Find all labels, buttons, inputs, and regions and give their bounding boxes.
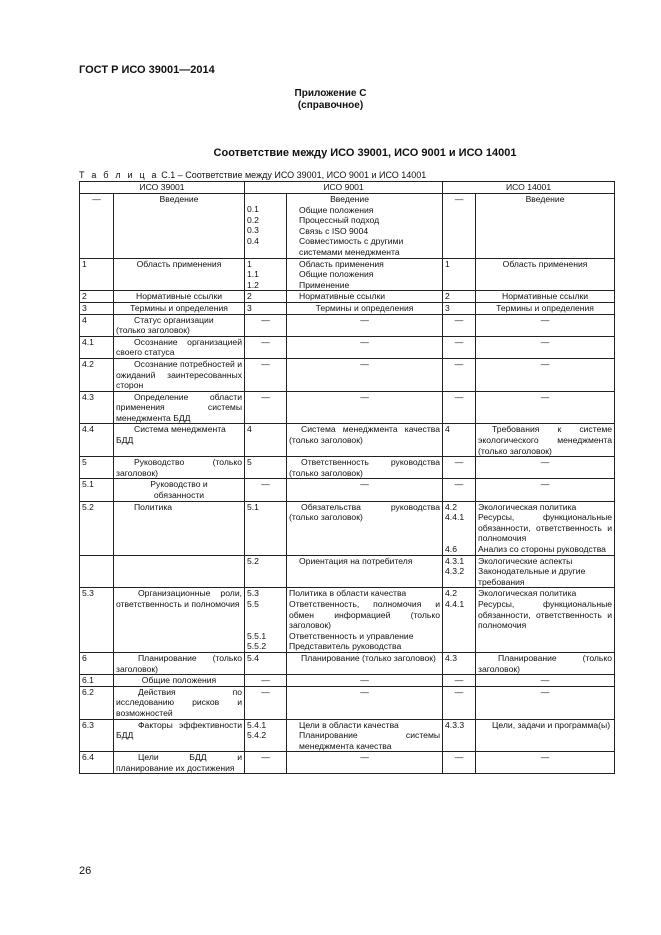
cell-9001-text: —: [287, 358, 443, 391]
cell-14001-text: —: [476, 752, 615, 774]
cell-9001-num: 5.4.1 5.4.2: [245, 719, 287, 752]
cell-9001-text: —: [287, 675, 443, 687]
cell-9001-num: 5.3 5.5 5.5.1 5.5.2: [245, 588, 287, 653]
cell-14001-text: Экологические аспекты Законодательные и другие требования: [476, 555, 615, 588]
table-row: [80, 291, 615, 303]
table-caption-prefix: Т а б л и ц а: [79, 170, 159, 180]
cell-14001-num: —: [443, 752, 476, 774]
cell-14001-text: Термины и определения: [476, 302, 615, 314]
cell-39001-text: Руководство (только заголовок): [114, 457, 245, 479]
cell-9001-num: —: [245, 391, 287, 424]
cell-14001-num: 4.2 4.4.1 4.6: [443, 501, 476, 555]
table-header-row: [80, 182, 615, 194]
cell-39001-num: 4.4: [80, 424, 114, 457]
cell-14001-text: Введение: [476, 194, 615, 259]
table-row: [80, 391, 615, 424]
cell-39001-text: Организационные роли, ответственность и полномочия: [114, 588, 245, 653]
cell-14001-text: Планирование (только заголовок): [476, 652, 615, 674]
cell-14001-text: —: [476, 336, 615, 358]
cell-9001-num: —: [245, 479, 287, 501]
cell-39001-num: 4.3: [80, 391, 114, 424]
cell-9001-text: Обязательства руководства (только заголовок): [287, 501, 443, 555]
table-row: [80, 555, 615, 588]
cell-9001-num: 1 1.1 1.2: [245, 258, 287, 291]
cell-9001-text: —: [287, 391, 443, 424]
cell-39001-num: 5.1: [80, 479, 114, 501]
cell-9001-num: 0.1 0.2 0.3 0.4: [245, 194, 287, 259]
cell-9001-num: 5: [245, 457, 287, 479]
table-row: [80, 752, 615, 774]
cell-14001-num: 4.3: [443, 652, 476, 674]
cell-9001-text: Введение Общие положения Процессный подход Связь с ISO 9004 Совместимость с другими системами менеджмента: [287, 194, 443, 259]
cell-39001-num: 5: [80, 457, 114, 479]
table-row: [80, 719, 615, 752]
table-row: [80, 336, 615, 358]
table-row: [80, 652, 615, 674]
cell-9001-text: —: [287, 336, 443, 358]
table-row: [80, 686, 615, 719]
cell-39001-num: 6.3: [80, 719, 114, 752]
cell-14001-num: 4: [443, 424, 476, 457]
cell-14001-text: —: [476, 479, 615, 501]
cell-39001-text: Нормативные ссылки: [114, 291, 245, 303]
cell-39001-num: [80, 555, 114, 588]
cell-39001-text: Действия по исследованию рисков и возможностей: [114, 686, 245, 719]
cell-9001-text: Ответственность руководства (только заголовок): [287, 457, 443, 479]
cell-9001-text: —: [287, 752, 443, 774]
cell-9001-text: —: [287, 314, 443, 336]
cell-9001-num: —: [245, 358, 287, 391]
cell-9001-num: —: [245, 675, 287, 687]
cell-39001-text: Введение: [114, 194, 245, 259]
document-header: ГОСТ Р ИСО 39001—2014: [79, 64, 215, 76]
cell-14001-num: —: [443, 336, 476, 358]
table-row: [80, 501, 615, 555]
cell-39001-text: Факторы эффективности БДД: [114, 719, 245, 752]
cell-9001-num: 3: [245, 302, 287, 314]
table-row: [80, 479, 615, 501]
table-row: [80, 675, 615, 687]
table-row: [80, 588, 615, 653]
cell-9001-num: 2: [245, 291, 287, 303]
table-row: [80, 457, 615, 479]
cell-14001-num: —: [443, 358, 476, 391]
cell-14001-num: —: [443, 686, 476, 719]
appendix-title: Приложение С: [294, 88, 367, 99]
cell-14001-num: 2: [443, 291, 476, 303]
cell-9001-text: Планирование (только заголовок): [287, 652, 443, 674]
cell-14001-num: —: [443, 391, 476, 424]
cell-14001-text: —: [476, 675, 615, 687]
cell-39001-text: Осознание организацией своего статуса: [114, 336, 245, 358]
cell-14001-num: —: [443, 194, 476, 259]
header-iso-39001: ИСО 39001: [80, 182, 245, 194]
table-row: [80, 258, 615, 291]
cell-9001-text: Область применения Общие положения Применение: [287, 258, 443, 291]
table-row: [80, 314, 615, 336]
cell-9001-text: —: [287, 686, 443, 719]
cell-39001-num: 6.2: [80, 686, 114, 719]
cell-9001-text: Политика в области качества Ответственность, полномочия и обмен информацией (только заголовок) Ответственность и управление Представитель руководства: [287, 588, 443, 653]
cell-14001-num: —: [443, 457, 476, 479]
cell-14001-text: —: [476, 457, 615, 479]
cell-14001-text: Нормативные ссылки: [476, 291, 615, 303]
correspondence-table: [79, 181, 615, 774]
cell-39001-text: Система менеджмента БДД: [114, 424, 245, 457]
cell-39001-text: Планирование (только заголовок): [114, 652, 245, 674]
cell-9001-num: 5.4: [245, 652, 287, 674]
table-row: [80, 194, 615, 259]
header-iso-14001: ИСО 14001: [443, 182, 615, 194]
cell-39001-num: 6: [80, 652, 114, 674]
cell-14001-num: 3: [443, 302, 476, 314]
cell-9001-num: 5.1: [245, 501, 287, 555]
cell-14001-num: —: [443, 675, 476, 687]
cell-39001-text: Определение области применения системы менеджмента БДД: [114, 391, 245, 424]
table-caption: [79, 170, 426, 180]
cell-39001-text: Руководство и обязанности: [114, 479, 245, 501]
table-row: [80, 424, 615, 457]
cell-39001-text: Политика: [114, 501, 245, 555]
cell-39001-text: Общие положения: [114, 675, 245, 687]
section-title: Соответствие между ИСО 39001, ИСО 9001 и ИСО 14001: [213, 147, 517, 159]
cell-14001-num: 4.2 4.4.1: [443, 588, 476, 653]
cell-9001-text: Нормативные ссылки: [287, 291, 443, 303]
cell-39001-text: Цели БДД и планирование их достижения: [114, 752, 245, 774]
page-number: 26: [79, 865, 92, 877]
cell-39001-num: 6.1: [80, 675, 114, 687]
cell-9001-num: 4: [245, 424, 287, 457]
table-caption-text: С.1 – Соответствие между ИСО 39001, ИСО 9001 и ИСО 14001: [158, 170, 427, 180]
cell-14001-num: 4.3.3: [443, 719, 476, 752]
cell-39001-num: 4.1: [80, 336, 114, 358]
cell-39001-num: 2: [80, 291, 114, 303]
cell-14001-text: Экологическая политика Ресурсы, функциональные обязанности, ответственность и полномочия Анализ со стороны руководства: [476, 501, 615, 555]
cell-14001-text: Требования к системе экологического менеджмента (только заголовок): [476, 424, 615, 457]
cell-9001-text: Ориентация на потребителя: [287, 555, 443, 588]
cell-39001-num: 4: [80, 314, 114, 336]
cell-14001-num: —: [443, 314, 476, 336]
appendix-subtitle: (справочное): [297, 100, 364, 111]
cell-14001-text: Цели, задачи и программа(ы): [476, 719, 615, 752]
table-row: [80, 302, 615, 314]
cell-39001-num: 5.3: [80, 588, 114, 653]
cell-39001-num: 4.2: [80, 358, 114, 391]
cell-9001-text: Цели в области качества Планирование системы менеджмента качества: [287, 719, 443, 752]
cell-14001-num: 1: [443, 258, 476, 291]
cell-14001-text: —: [476, 358, 615, 391]
cell-39001-text: [114, 555, 245, 588]
cell-9001-num: 5.2: [245, 555, 287, 588]
cell-14001-text: Экологическая политика Ресурсы, функциональные обязанности, ответственность и полномочия: [476, 588, 615, 653]
table-row: [80, 358, 615, 391]
cell-39001-text: Осознание потребностей и ожиданий заинтересованных сторон: [114, 358, 245, 391]
cell-9001-num: —: [245, 686, 287, 719]
cell-14001-text: —: [476, 314, 615, 336]
cell-14001-num: 4.3.1 4.3.2: [443, 555, 476, 588]
cell-9001-num: —: [245, 314, 287, 336]
cell-39001-num: 5.2: [80, 501, 114, 555]
header-iso-9001: ИСО 9001: [245, 182, 443, 194]
cell-14001-text: —: [476, 391, 615, 424]
cell-14001-num: —: [443, 479, 476, 501]
cell-9001-text: —: [287, 479, 443, 501]
cell-14001-text: —: [476, 686, 615, 719]
cell-39001-text: Термины и определения: [114, 302, 245, 314]
cell-39001-num: 3: [80, 302, 114, 314]
cell-39001-num: 6.4: [80, 752, 114, 774]
cell-39001-text: Статус организации (только заголовок): [114, 314, 245, 336]
cell-39001-text: Область применения: [114, 258, 245, 291]
cell-39001-num: 1: [80, 258, 114, 291]
cell-9001-num: —: [245, 336, 287, 358]
cell-9001-text: Термины и определения: [287, 302, 443, 314]
cell-14001-text: Область применения: [476, 258, 615, 291]
cell-9001-num: —: [245, 752, 287, 774]
cell-39001-num: —: [80, 194, 114, 259]
cell-9001-text: Система менеджмента качества (только заголовок): [287, 424, 443, 457]
